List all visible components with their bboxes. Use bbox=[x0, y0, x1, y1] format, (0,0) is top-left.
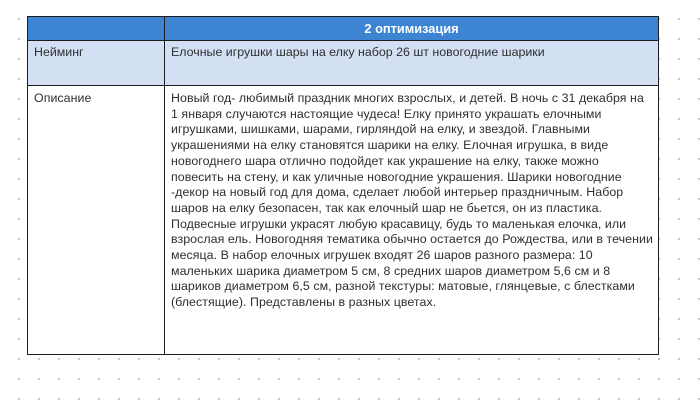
naming-row bbox=[28, 41, 659, 86]
header-title-cell[interactable] bbox=[165, 17, 659, 41]
naming-label-cell[interactable] bbox=[28, 41, 165, 86]
description-value: Новый год- любимый праздник многих взрослых, и детей. В ночь с 31 декабря на 1 января случаются настоящие чудеса! Елку принято украшать елочными игрушками, шишками, шарами, гирляндой на елку, и звездой. Главными украшениями на елку становятся шарики на елку. Елочная игрушка, в виде новогоднего шара отлично подойдет как украшение на елку, также можно повесить на стену, и как уличные новогодние украшения. Шарики новогодние -декор на новый год для дома, сделает любой интерьер праздничным. Набор шаров на елку безопасен, так как елочный шар не бьется, он из пластика. Подвесные игрушки украсят любую красавицу, будь то маленькая елочка, или взрослая ель. Новогодняя тематика обычно остается до Рождества, или в течении месяца. В набор елочных игрушек входят 26 шаров разного размера: 10 маленьких шарика диаметром 5 см, 8 средних шаров диаметром 5,6 см и 8 шариков диаметром 6,5 см, разной текстуры: матовые, глянцевые, с блестками (блестящие). Представлены в разных цветах. bbox=[171, 91, 653, 310]
naming-value-cell[interactable] bbox=[165, 41, 659, 86]
description-row bbox=[28, 86, 659, 355]
naming-label: Нейминг bbox=[34, 45, 84, 59]
content-table bbox=[27, 16, 659, 355]
header-label-cell[interactable] bbox=[28, 17, 165, 41]
description-label: Описание bbox=[34, 91, 92, 105]
description-label-cell[interactable] bbox=[28, 86, 165, 355]
description-value-cell[interactable] bbox=[165, 86, 659, 355]
header-title: 2 оптимизация bbox=[364, 21, 459, 36]
header-row bbox=[28, 17, 659, 41]
naming-value: Елочные игрушки шары на елку набор 26 шт новогодние шарики bbox=[171, 45, 545, 59]
